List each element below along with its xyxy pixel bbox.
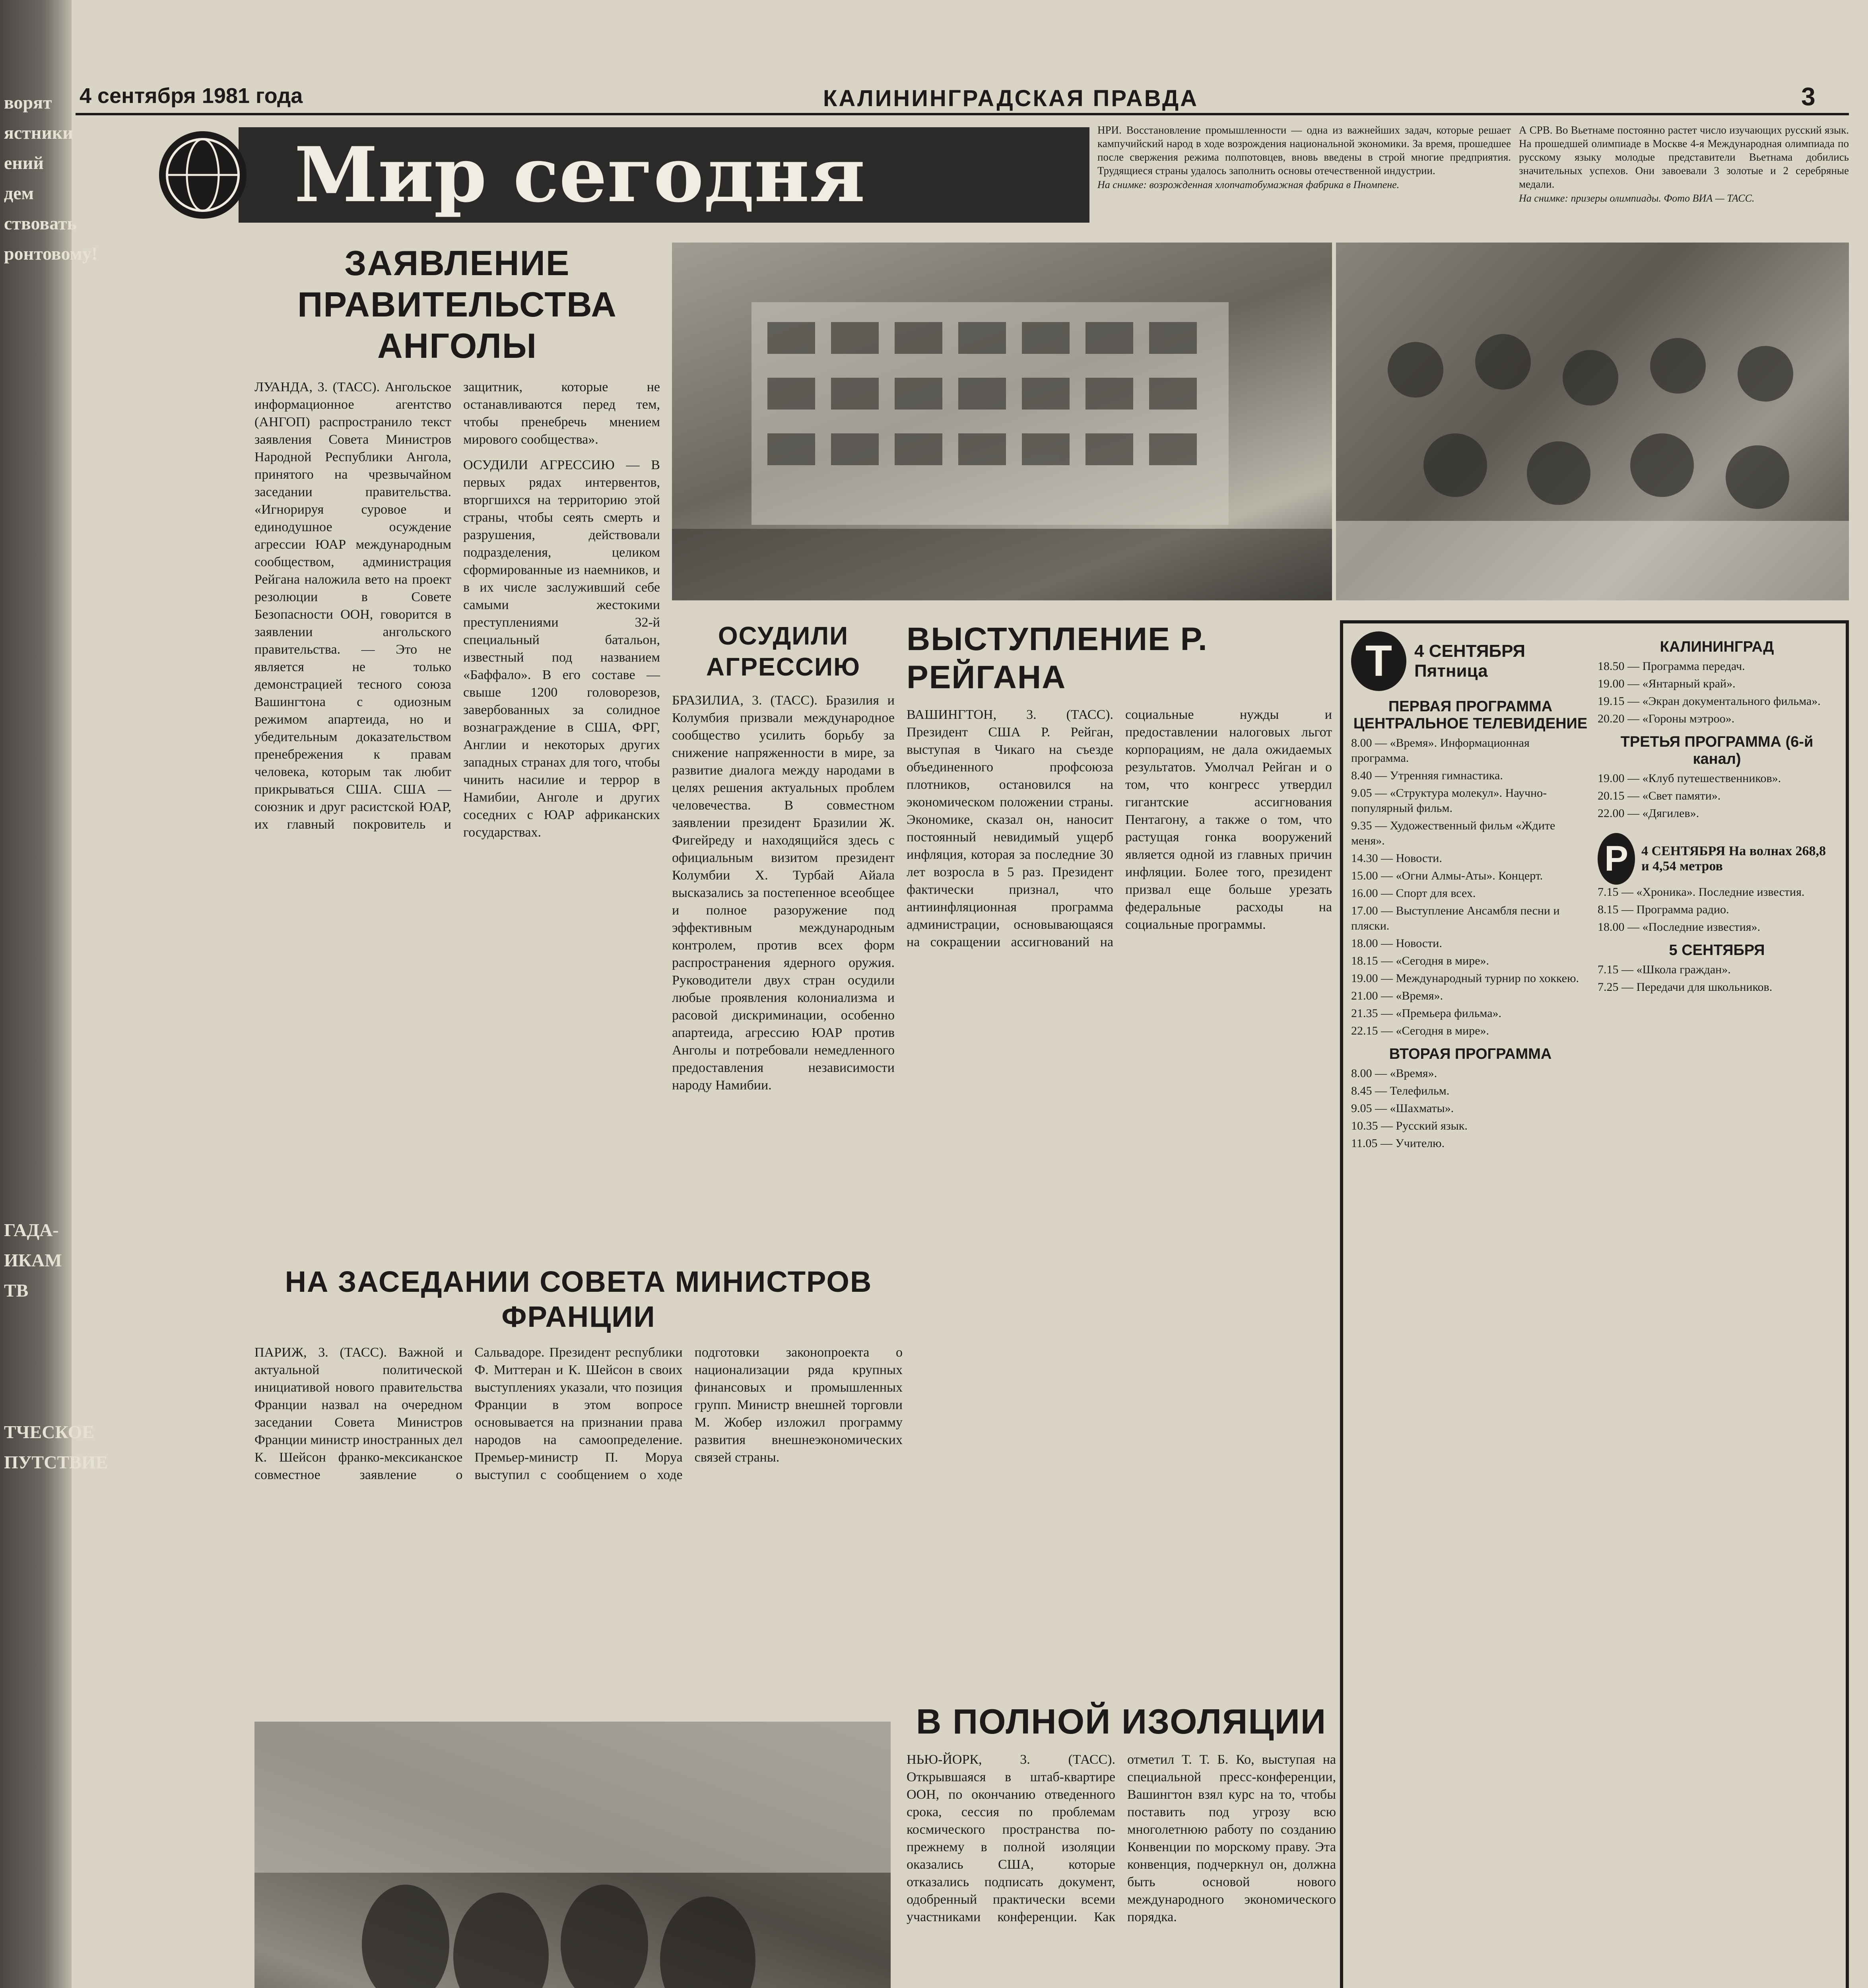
masthead: КАЛИНИНГРАДСКАЯ ПРАВДА bbox=[823, 85, 1199, 111]
channel-title: КАЛИНИНГРАД bbox=[1660, 639, 1774, 655]
tv-item: 8.00 — «Время». bbox=[1351, 1067, 1437, 1080]
page-header bbox=[76, 80, 1849, 115]
note-vietnam bbox=[1519, 123, 1849, 235]
strip-line: дем bbox=[4, 183, 34, 203]
article-angola bbox=[254, 243, 660, 1260]
tv-item: 9.35 — Художественный фильм «Ждите меня». bbox=[1351, 819, 1555, 847]
adjacent-page-strip bbox=[0, 91, 108, 1988]
article-body: ПАРИЖ, 3. (ТАСС). Важной и актуальной политической инициативой нового правительства Франции назвал на очередном заседании Совета Министров Франции министр иностранных дел К. Шейсон франко-мексиканское совместное заявление о Сальвадоре. Президент республики Ф. Миттеран и К. Шейсон в своих выступлениях указали, что позиция Франции в этом вопросе основывается на признании права народов на самоопределение. Премьер-министр П. Моруа выступил с сообщением о ходе подготовки законопроекта о национализации ряда крупных финансовых и промышленных групп. Министр внешней торговли М. Жобер изложил программу развития внешнеэкономических связей страны. bbox=[254, 1345, 903, 1482]
tv-item: 9.05 — «Структура молекул». Научно-популярный фильм. bbox=[1351, 786, 1547, 815]
strip-line: ворят bbox=[4, 92, 52, 113]
tv-item: 19.00 — «Клуб путешественников». bbox=[1598, 772, 1781, 785]
article-body: ОСУДИЛИ АГРЕССИЮ — В первых рядах интервентов, вторгшихся на территорию этой страны, чтобы сеять смерть и разрушения, действовали подразделения, целиком сформированные из наемников, и в их числе заслуживший себе самыми жестокими преступлениями 32-й специальный батальон, известный под названием «Баффало». В его составе — свыше 1200 головорезов, завербованных за солидное вознаграждение в США, ФРГ, Англии и некоторых других западных странах для того, чтобы чинить насилие и террор в Намибии, Анголе и других соседних с ЮАР африканских государствах. bbox=[463, 458, 660, 840]
headline: ВЫСТУПЛЕНИЕ Р. РЕЙГАНА bbox=[907, 621, 1208, 695]
radio-item: 7.15 — «Хроника». Последние известия. bbox=[1598, 885, 1805, 899]
note-caption: На снимке: призеры олимпиады. Фото ВИА — ТАСС. bbox=[1519, 192, 1755, 204]
strip-line: ИКАМ bbox=[4, 1250, 62, 1270]
radio-item: 7.15 — «Школа граждан». bbox=[1598, 963, 1731, 976]
tv-item: 16.00 — Спорт для всех. bbox=[1351, 887, 1476, 900]
photo-students bbox=[1336, 243, 1849, 600]
tv-item: 8.40 — Утренняя гимнастика. bbox=[1351, 769, 1503, 782]
headline: В ПОЛНОЙ ИЗОЛЯЦИИ bbox=[916, 1702, 1327, 1741]
tv-item: 20.20 — «Гороны мэтроо». bbox=[1598, 712, 1735, 725]
section-title: Мир сегодня bbox=[294, 130, 866, 219]
article-reagan bbox=[907, 620, 1332, 1686]
tv-item: 11.05 — Учителю. bbox=[1351, 1137, 1445, 1150]
globe-icon bbox=[159, 131, 247, 219]
article-body: НЬЮ-ЙОРК, 3. (ТАСС). Открывшаяся в штаб-квартире ООН, по окончанию отведенного срока, сессия по проблемам космического пространства по-прежнему в полной изоляции оказались США, которые отказались подписать документ, одобренный практически всеми участниками конференции. Как отметил Т. Т. Б. Ко, выступая на специальной пресс-конференции, Вашингтон взял курс на то, чтобы поставить под угрозу всю многолетнюю работу по созданию Конвенции по морскому праву. Эта конвенция, подчеркнул он, должна быть основой нового международного экономического порядка. bbox=[907, 1752, 1336, 1924]
tv-item: 17.00 — Выступление Ансамбля песни и пляски. bbox=[1351, 904, 1560, 932]
radio-date: 4 СЕНТЯБРЯ На волнах 268,8 и 4,54 метров bbox=[1641, 844, 1826, 874]
tv-item: 22.15 — «Сегодня в мире». bbox=[1351, 1024, 1489, 1037]
article-body: ЛУАНДА, 3. (ТАСС). Ангольское информационное агентство (АНГОП) распространило текст заявления Совета Министров Народной Республики Ангола, принятого на чрезвычайном заседании правительства. «Игнорируя суровое и единодушное осуждение агрессии ЮАР международным сообществом, администрация Рейгана наложила вето на проект резолюции в Совете Безопасности ООН, говорится в заявлении ангольского правительства. — Это не является не только демонстрацией тесного союза Вашингтона с одиозным режимом апартеида, но и убедительным доказательством пренебрежения к правам человека, которым так любит прикрываться США. США — союзник и друг расистской ЮАР, их главный покровитель и защитник, которые не останавливаются перед тем, чтобы пренебречь мнением мирового сообщества». bbox=[254, 380, 660, 832]
radio-item: 18.00 — «Последние известия». bbox=[1598, 920, 1761, 934]
article-body: ВАШИНГТОН, 3. (ТАСС). Президент США Р. Рейган, выступая в Чикаго на съезде объединенного профсоюза плотников, остановился на экономическом положении страны. Экономике, сказал он, наносит постоянный невидимый ущерб инфляция, которая за последние 30 лет возросла в 5 раз. Президент фактически признал, что антиинфляционная программа администрации, основывающаяся на сокращении ассигнований на социальные нужды и предоставлении налоговых льгот корпорациям, не дала ожидаемых результатов. Умолчал Рейган и о том, что конгресс утвердил гигантские ассигнования Пентагону, а также о том, что растущая гонка вооружений является одной из главных причин инфляции. Более того, президент призвал еще больше урезать федеральные расходы на социальные программы. bbox=[907, 707, 1332, 949]
channel-title: ПЕРВАЯ ПРОГРАММА ЦЕНТРАЛЬНОЕ ТЕЛЕВИДЕНИЕ bbox=[1353, 698, 1588, 732]
headline: ОСУДИЛИ АГРЕССИЮ bbox=[706, 621, 861, 681]
article-france bbox=[254, 1264, 903, 1710]
radio-item: 8.15 — Программа радио. bbox=[1598, 903, 1729, 916]
headline: НА ЗАСЕДАНИИ СОВЕТА МИНИСТРОВ ФРАНЦИИ bbox=[285, 1265, 872, 1333]
tv-item: 9.05 — «Шахматы». bbox=[1351, 1102, 1454, 1115]
issue-date: 4 сентября 1981 года bbox=[80, 84, 303, 108]
note-text: НРИ. Восстановление промышленности — одна из важнейших задач, которые решает кампучийский народ в ходе возрождения национальной экономики. За время, прошедшее после свержения режима полпотовцев, вновь введены в строй многие предприятия. Трудящиеся страны удалось заполнить основы отечественной индустрии. bbox=[1097, 124, 1511, 177]
strip-line: ястники bbox=[4, 122, 73, 143]
tv-item: 8.00 — «Время». Информационная программа. bbox=[1351, 736, 1530, 765]
note-kampuchea bbox=[1097, 123, 1511, 235]
article-brazil bbox=[672, 620, 895, 1241]
tv-item: 21.35 — «Премьера фильма». bbox=[1351, 1007, 1502, 1020]
header-rule bbox=[76, 113, 1849, 115]
page-number: 3 bbox=[1801, 82, 1816, 111]
tv-item: 10.35 — Русский язык. bbox=[1351, 1119, 1468, 1132]
article-isolation bbox=[907, 1702, 1336, 1988]
note-text: А СРВ. Во Вьетнаме постоянно растет число изучающих русский язык. На прошедшей олимпиаде в Москве 4-я Международная олимпиада по русскому языку молодые представители Вьетнама добились значительных успехов. Они завоевали 3 золотые и 2 серебряные медали. bbox=[1519, 124, 1849, 190]
tv-item: 18.50 — Программа передач. bbox=[1598, 660, 1745, 673]
photo-school bbox=[672, 243, 1332, 600]
tv-item: 19.00 — «Янтарный край». bbox=[1598, 677, 1736, 690]
strip-line: ствовать bbox=[4, 213, 77, 233]
headline: ЗАЯВЛЕНИЕ ПРАВИТЕЛЬСТВА АНГОЛЫ bbox=[297, 243, 617, 365]
note-caption: На снимке: возрожденная хлопчатобумажная фабрика в Пномпене. bbox=[1097, 179, 1400, 190]
strip-line: ТЧЕСКОЕ bbox=[4, 1422, 95, 1442]
article-body: БРАЗИЛИА, 3. (ТАСС). Бразилия и Колумбия призвали международное сообщество усилить борьбу за снижение напряженности в мире, за развитие диалога между народами в целях решения актуальных проблем человечества. В совместном заявлении президент Бразилии Ж. Фигейреду и находящийся здесь с официальным визитом президент Колумбии Х. Турбай Айала высказались за постепенное всеобщее и полное разоружение под эффективным международным контролем, против всех форм распространения ядерного оружия. Руководители двух стран осудили любые проявления колониализма и расовой дискриминации, особенно апартеида, агрессию ЮАР против Анголы и потребовали немедленного предоставления независимости народу Намибии. bbox=[672, 693, 895, 1093]
tv-item: 22.00 — «Дягилев». bbox=[1598, 807, 1699, 820]
tv-item: 8.45 — Телефильм. bbox=[1351, 1084, 1450, 1097]
radio-logo-icon: Р bbox=[1598, 833, 1635, 885]
tv-item: 18.00 — Новости. bbox=[1351, 937, 1442, 950]
tv-item: 20.15 — «Свет памяти». bbox=[1598, 789, 1721, 802]
strip-line: ГАДА- bbox=[4, 1220, 59, 1240]
channel-title: ВТОРАЯ ПРОГРАММА bbox=[1389, 1046, 1552, 1062]
tv-date: 4 СЕНТЯБРЯ Пятница bbox=[1414, 641, 1526, 681]
tv-item: 19.00 — Международный турнир по хоккею. bbox=[1351, 972, 1579, 985]
tv-item: 14.30 — Новости. bbox=[1351, 852, 1442, 865]
tv-item: 15.00 — «Огни Алмы-Аты». Концерт. bbox=[1351, 869, 1543, 882]
tv-item: 21.00 — «Время». bbox=[1351, 989, 1443, 1002]
tv-item: 19.15 — «Экран документального фильма». bbox=[1598, 695, 1821, 708]
tv-logo-icon: Т bbox=[1351, 631, 1406, 691]
section-banner bbox=[239, 127, 1089, 223]
strip-line: ронтовому! bbox=[4, 243, 98, 264]
strip-line: ТВ bbox=[4, 1280, 29, 1301]
strip-line: ПУТСТВИЕ bbox=[4, 1452, 108, 1472]
tv-item: 18.15 — «Сегодня в мире». bbox=[1351, 954, 1489, 967]
strip-line: ений bbox=[4, 153, 44, 173]
tv-program bbox=[1340, 620, 1849, 1988]
channel-title: 5 СЕНТЯБРЯ bbox=[1669, 942, 1765, 959]
radio-item: 7.25 — Передачи для школьников. bbox=[1598, 980, 1773, 994]
channel-title: ТРЕТЬЯ ПРОГРАММА (6-й канал) bbox=[1620, 734, 1814, 767]
photo-soldiers bbox=[254, 1722, 891, 1988]
